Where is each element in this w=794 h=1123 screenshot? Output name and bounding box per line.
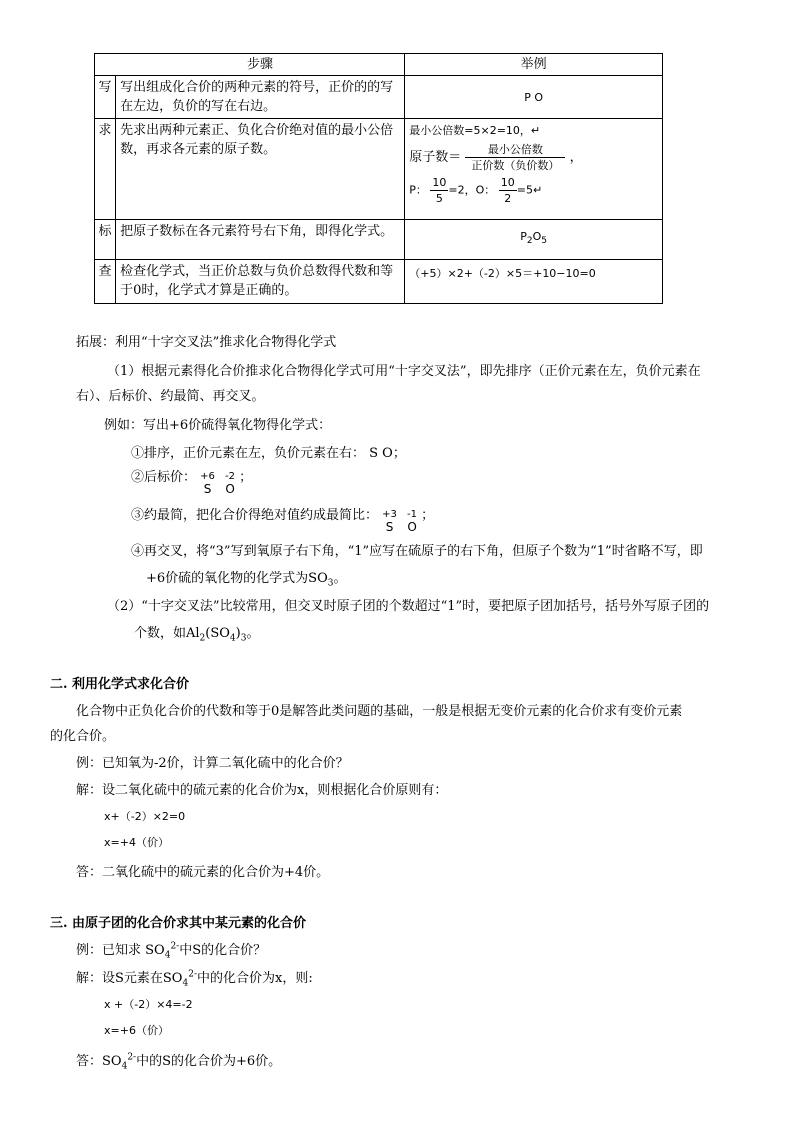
extension-p2-line2	[134, 622, 259, 644]
section3-answer	[76, 1050, 281, 1072]
fraction-denominator: 正价数（负价数）	[471, 159, 560, 172]
atom-calc-line	[409, 175, 658, 206]
table-row	[95, 260, 663, 304]
s3-answer-text: 答：SO	[76, 1054, 122, 1069]
element-symbol: S	[385, 520, 394, 534]
row-key: 写	[95, 76, 116, 119]
p-denominator: 5	[435, 192, 443, 205]
s3-answer-sub: 4	[121, 1061, 128, 1072]
extension-p2-line1: （2）“十字交叉法”比较常用，但交叉时原子团的个数超过“1”时，要把原子团加括号，括号外写原子团的	[107, 599, 710, 614]
row-key: 查	[95, 260, 116, 304]
s3-example-text: 例：已知求 SO	[76, 943, 165, 958]
section2-eq2: x=+4（价）	[104, 836, 169, 849]
step2-s-valence	[200, 471, 215, 495]
header-spacer	[95, 54, 116, 76]
p-label: P：	[409, 183, 427, 197]
fraction-suffix: ，	[569, 150, 583, 165]
s3-solution-end: 中的化合价为x，则:	[197, 971, 313, 986]
formula-p: P	[520, 230, 527, 244]
formula-o-sub: 5	[541, 236, 548, 247]
step2-o-valence	[225, 471, 235, 495]
atoms-prefix: 原子数＝	[409, 150, 462, 165]
lcm-line: 最小公倍数=5×2=10，↵	[409, 124, 541, 137]
p2-text-d: 。	[246, 626, 260, 641]
p2-sub3: 3	[240, 633, 247, 644]
steps-table	[94, 53, 663, 304]
s3-solution-sub: 4	[182, 978, 189, 989]
o-numerator: 10	[500, 176, 515, 189]
row-desc: 检查化学式，当正价总数与负价总数得代数和等于0时，化学式才算是正确的。	[116, 260, 405, 304]
p-fraction	[430, 175, 448, 206]
section3-eq1: x +（-2）×4=-2	[104, 998, 193, 1011]
header-step: 步骤	[116, 54, 405, 76]
table-row	[95, 220, 663, 260]
row-example-formula	[405, 220, 663, 260]
table-header-row	[95, 54, 663, 76]
extension-example-intro: 例如：写出+6价硫得氧化物得化学式：	[104, 418, 332, 433]
section2-intro-line1: 化合物中正负化合价的代数和等于0是解答此类问题的基础，一般是根据无变价元素的化合价求有变价元素	[76, 704, 683, 719]
s3-solution-text: 解：设S元素在SO	[76, 971, 183, 986]
extension-p1-line1: （1）根据元素得化合价推求化合物得化学式可用“十字交叉法”，即先排序（正价元素在左，负价元素在	[107, 364, 701, 379]
step4-text: +6价硫的氧化物的化学式为SO	[146, 571, 328, 586]
row-desc: 先求出两种元素正、负化合价绝对值的最小公倍数，再求各元素的原子数。	[116, 119, 405, 220]
section2-answer: 答：二氧化硫中的硫元素的化合价为+4价。	[76, 865, 330, 880]
o-fraction	[499, 175, 517, 206]
element-symbol: O	[225, 482, 235, 496]
p2-text-b: (SO	[205, 626, 230, 641]
o-result: =5↵	[516, 183, 543, 197]
section2-eq1: x+（-2）×2=0	[104, 810, 186, 823]
extension-step4-line1: ④再交叉，将“3”写到氧原子右下角，“1”应写在硫原子的右下角，但原子个数为“1”时省略不写，即	[131, 544, 703, 559]
s3-example-sub: 4	[164, 950, 171, 961]
p-result: =2，O：	[448, 183, 496, 197]
row-desc: 把原子数标在各元素符号右下角，即得化学式。	[116, 220, 405, 260]
header-example: 举例	[405, 54, 663, 76]
section2-intro-line2: 的化合价。	[50, 729, 116, 744]
step2-prefix: ②后标价：	[131, 470, 197, 485]
valence-top: -1	[407, 509, 418, 520]
section3-example	[76, 939, 266, 961]
valence-top: +6	[200, 471, 215, 482]
row-example	[405, 119, 663, 220]
s3-answer-sup: 2-	[127, 1052, 137, 1063]
s3-solution-sup: 2-	[188, 969, 197, 980]
s3-example-end: 中S的化合价？	[179, 943, 267, 958]
step4-sub: 3	[327, 578, 334, 589]
o-denominator: 2	[504, 192, 512, 205]
step3-prefix: ③约最简，把化合价得绝对值约成最简比：	[131, 508, 379, 523]
table-row	[95, 76, 663, 119]
extension-p1-line2: 右）、后标价、约最简、再交叉。	[76, 389, 265, 404]
step3-o-valence	[407, 509, 417, 533]
step3-s-valence	[382, 509, 397, 533]
extension-step2	[131, 466, 252, 495]
row-key: 求	[95, 119, 116, 220]
formula-o: O	[532, 230, 542, 244]
element-symbol: S	[203, 482, 212, 496]
section3-heading: 三. 由原子团的化合价求其中某元素的化合价	[50, 916, 307, 931]
row-key: 标	[95, 220, 116, 260]
section3-eq2: x=+6（价）	[104, 1024, 169, 1037]
row-desc: 写出组成化合价的两种元素的符号，正价的的写在左边，负价的写在右边。	[116, 76, 405, 119]
section2-example: 例：已知氧为-2价，计算二氧化硫中的化合价？	[76, 756, 349, 771]
extension-step1: ①排序，正价元素在左，负价元素在右： S O；	[131, 446, 406, 461]
p2-text: 个数，如Al	[134, 626, 200, 641]
step3-suffix: ；	[421, 508, 435, 523]
table-row	[95, 119, 663, 220]
p2-text-c: )	[235, 626, 241, 641]
row-example: P O	[405, 76, 663, 119]
valence-top: +3	[382, 509, 397, 520]
extension-title: 拓展：利用“十字交叉法”推求化合物得化学式	[76, 335, 337, 350]
section2-heading: 二. 利用化学式求化合价	[50, 677, 190, 692]
section3-solution	[76, 967, 313, 989]
extension-step3	[131, 504, 434, 533]
p2-sub1: 2	[199, 633, 206, 644]
fraction-numerator: 最小公倍数	[465, 142, 565, 158]
section2-solution: 解：设二氧化硫中的硫元素的化合价为x，则根据化合价原则有：	[76, 783, 448, 798]
row-example: （+5）×2+（-2）×5＝+10−10=0	[405, 260, 663, 304]
extension-step4-line2	[146, 567, 346, 589]
s3-example-sup: 2-	[170, 941, 180, 952]
element-symbol: O	[407, 520, 417, 534]
atoms-line	[409, 142, 658, 173]
p2-sub2: 4	[229, 633, 236, 644]
step2-suffix: ；	[239, 470, 253, 485]
p-numerator: 10	[432, 176, 447, 189]
s3-answer-end: 中的S的化合价为+6价。	[136, 1054, 282, 1069]
step4-end: 。	[333, 571, 347, 586]
valence-top: -2	[225, 471, 236, 482]
atoms-fraction	[465, 142, 565, 173]
formula-p-sub: 2	[526, 236, 533, 247]
